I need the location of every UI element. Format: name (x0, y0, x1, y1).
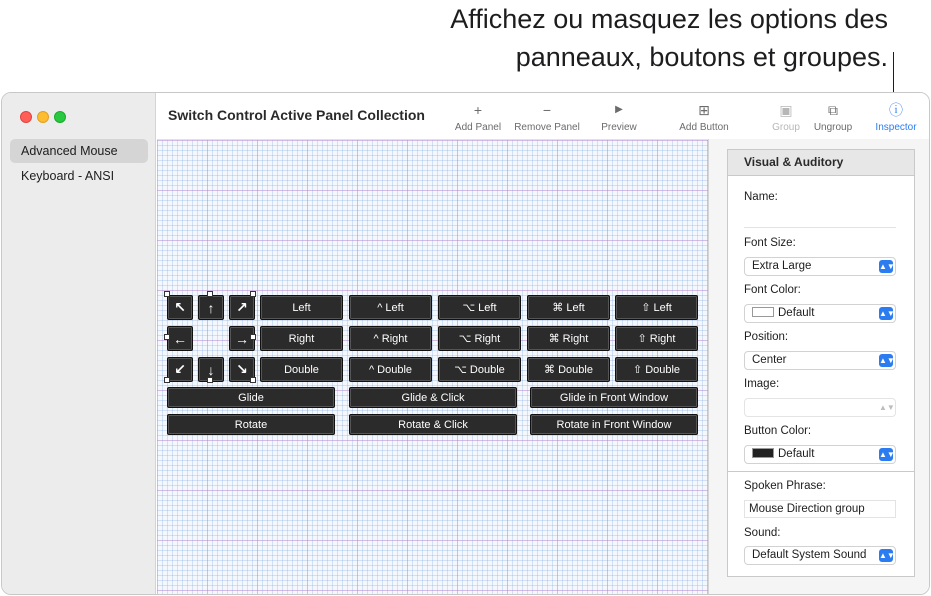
chevron-updown-icon: ▲▼ (879, 356, 895, 365)
position-popup[interactable] (744, 351, 896, 370)
right-click-button[interactable]: Right (260, 326, 343, 351)
name-label: Name: (744, 191, 778, 203)
arrow-left-icon: ← (173, 330, 187, 347)
font-size-label: Font Size: (744, 237, 796, 249)
sound-label: Sound: (744, 527, 781, 539)
inspector-label: Inspector (875, 122, 917, 133)
minus-icon: − (542, 102, 552, 118)
font-size-popup[interactable] (744, 257, 896, 276)
control-right-click-button[interactable]: ^ Right (349, 326, 432, 351)
chevron-updown-icon: ▲▼ (879, 262, 895, 271)
control-double-click-button[interactable]: ^ Double (349, 357, 432, 382)
zoom-window-button[interactable] (54, 111, 66, 123)
visual-auditory-section (727, 149, 915, 577)
group-icon: ▣ (779, 102, 793, 118)
remove-panel-button[interactable] (507, 101, 587, 133)
font-color-swatch (752, 307, 774, 317)
inspector-button[interactable] (856, 101, 930, 133)
close-window-button[interactable] (20, 111, 32, 123)
arrow-left-button[interactable] (167, 326, 193, 351)
selection-handle[interactable] (250, 334, 256, 340)
font-color-value: Default (778, 307, 815, 319)
button-color-value: Default (778, 448, 815, 460)
name-field-underline (744, 227, 896, 228)
minimize-window-button[interactable] (37, 111, 49, 123)
info-icon: ⓘ (889, 102, 903, 118)
arrow-up-right-button[interactable] (229, 295, 255, 320)
add-panel-label: Add Panel (454, 122, 502, 133)
sidebar-item-advanced-mouse[interactable]: Advanced Mouse (10, 139, 148, 163)
remove-panel-label: Remove Panel (514, 122, 580, 133)
selection-handle[interactable] (164, 377, 170, 383)
preview-icon: ▶ (615, 104, 623, 115)
add-button-button[interactable] (664, 101, 744, 133)
chevron-updown-icon: ▲▼ (879, 309, 895, 318)
panel-canvas[interactable] (157, 139, 708, 595)
sound-popup[interactable] (744, 546, 896, 565)
left-click-button[interactable]: Left (260, 295, 343, 320)
image-popup[interactable] (744, 398, 896, 417)
arrow-up-icon: ↑ (207, 299, 215, 316)
chevron-updown-icon: ▲▼ (879, 403, 895, 412)
font-size-value: Extra Large (752, 260, 812, 272)
glide-button[interactable]: Glide (167, 387, 335, 408)
app-window (1, 92, 930, 595)
sound-value: Default System Sound (752, 549, 867, 561)
arrow-right-icon: → (235, 330, 249, 347)
button-color-swatch (752, 448, 774, 458)
section-header: Visual & Auditory (728, 150, 914, 176)
font-color-popup[interactable] (744, 304, 896, 323)
preview-button[interactable] (579, 101, 659, 133)
plus-icon: + (473, 102, 483, 118)
divider (728, 471, 914, 472)
selection-handle[interactable] (164, 291, 170, 297)
arrow-up-left-button[interactable] (167, 295, 193, 320)
inspector-pane (708, 139, 929, 595)
callout-line-1: Affichez ou masquez les options des (450, 4, 888, 34)
window-title: Switch Control Active Panel Collection (168, 107, 425, 123)
chevron-updown-icon: ▲▼ (879, 551, 895, 560)
shift-double-click-button[interactable]: ⇧ Double (615, 357, 698, 382)
button-color-label: Button Color: (744, 425, 812, 437)
button-color-popup[interactable] (744, 445, 896, 464)
spoken-phrase-field[interactable]: Mouse Direction group (744, 500, 896, 518)
arrow-down-left-icon: ↙ (174, 361, 186, 377)
add-button-label: Add Button (679, 122, 729, 133)
rotate-button[interactable]: Rotate (167, 414, 335, 435)
arrow-down-icon: ↓ (207, 361, 215, 378)
control-left-click-button[interactable]: ^ Left (349, 295, 432, 320)
spoken-phrase-label: Spoken Phrase: (744, 480, 826, 492)
shift-left-click-button[interactable]: ⇧ Left (615, 295, 698, 320)
name-field[interactable] (744, 206, 896, 224)
shift-right-click-button[interactable]: ⇧ Right (615, 326, 698, 351)
image-label: Image: (744, 378, 780, 390)
ungroup-label: Ungroup (813, 122, 853, 133)
glide-and-click-button[interactable]: Glide & Click (349, 387, 517, 408)
group-label: Group (772, 122, 800, 133)
option-double-click-button[interactable]: ⌥ Double (438, 357, 521, 382)
option-right-click-button[interactable]: ⌥ Right (438, 326, 521, 351)
option-left-click-button[interactable]: ⌥ Left (438, 295, 521, 320)
callout-line-2: panneaux, boutons et groupes. (515, 42, 888, 72)
arrow-up-button[interactable] (198, 295, 224, 320)
selection-handle[interactable] (250, 377, 256, 383)
chevron-updown-icon: ▲▼ (879, 450, 895, 459)
selection-handle[interactable] (207, 291, 213, 297)
arrow-up-left-icon: ↖ (174, 299, 186, 315)
selection-handle[interactable] (164, 334, 170, 340)
position-label: Position: (744, 331, 789, 343)
add-panel-button[interactable] (438, 101, 518, 133)
ungroup-icon: ⧉ (828, 102, 838, 118)
rotate-and-click-button[interactable]: Rotate & Click (349, 414, 517, 435)
command-right-click-button[interactable]: ⌘ Right (527, 326, 610, 351)
glide-in-front-window-button[interactable]: Glide in Front Window (530, 387, 698, 408)
sidebar-item-keyboard-ansi[interactable]: Keyboard - ANSI (21, 169, 115, 183)
selection-handle[interactable] (250, 291, 256, 297)
selection-handle[interactable] (207, 377, 213, 383)
arrow-down-left-button[interactable] (167, 357, 193, 382)
arrow-up-right-icon: ↗ (236, 299, 248, 315)
toolbar (157, 93, 929, 139)
add-button-icon: ⊞ (698, 102, 710, 118)
preview-label: Preview (601, 122, 637, 133)
command-double-click-button[interactable]: ⌘ Double (527, 357, 610, 382)
font-color-label: Font Color: (744, 284, 801, 296)
callout-text (328, 0, 888, 76)
rotate-in-front-window-button[interactable]: Rotate in Front Window (530, 414, 698, 435)
command-left-click-button[interactable]: ⌘ Left (527, 295, 610, 320)
position-value: Center (752, 354, 787, 366)
sidebar (2, 93, 156, 594)
double-click-button[interactable]: Double (260, 357, 343, 382)
arrow-down-right-icon: ↘ (236, 361, 248, 377)
